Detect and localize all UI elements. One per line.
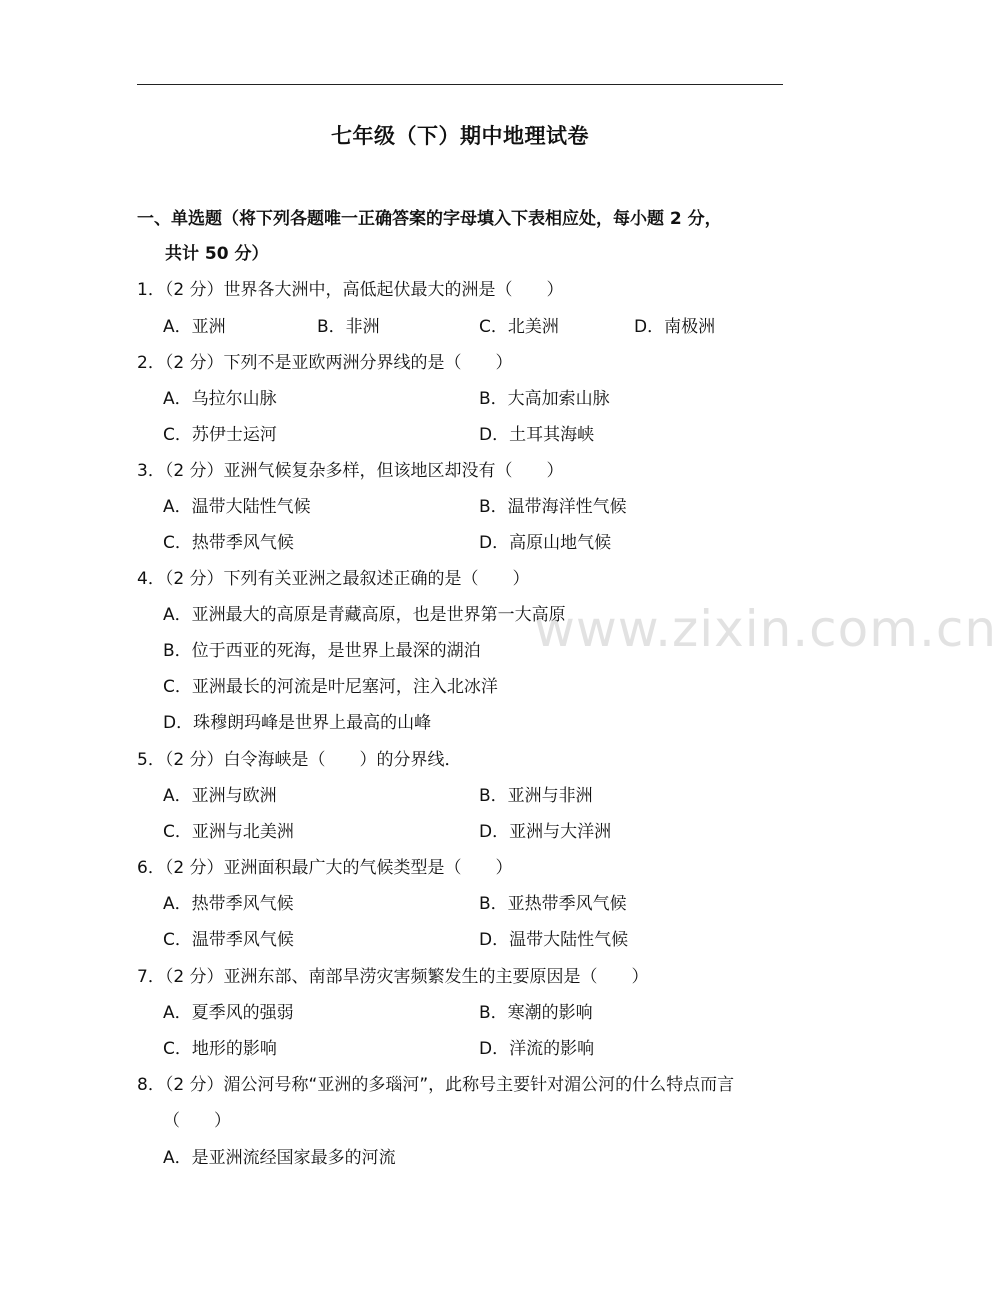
question-3: 3．（2 分）亚洲气候复杂多样，但该地区却没有（ ） bbox=[137, 461, 564, 481]
section-heading bbox=[137, 202, 787, 272]
question-3-option-d: D．高原山地气候 bbox=[479, 533, 612, 553]
question-4-option-c: C．亚洲最长的河流是叶尼塞河，注入北冰洋 bbox=[163, 677, 498, 697]
question-7-option-d: D．洋流的影响 bbox=[479, 1039, 595, 1059]
question-4-option-b: B．位于西亚的死海，是世界上最深的湖泊 bbox=[163, 641, 481, 661]
question-5: 5．（2 分）白令海峡是（ ）的分界线． bbox=[137, 750, 462, 770]
question-6-option-c: C．温带季风气候 bbox=[163, 930, 294, 950]
question-4: 4．（2 分）下列有关亚洲之最叙述正确的是（ ） bbox=[137, 569, 530, 589]
question-6-option-d: D．温带大陆性气候 bbox=[479, 930, 629, 950]
question-3-option-a: A．温带大陆性气候 bbox=[163, 497, 311, 517]
question-7-option-a: A．夏季风的强弱 bbox=[163, 1003, 294, 1023]
section-heading-line2: 共计 50 分） bbox=[165, 244, 269, 264]
question-8-option-a: A．是亚洲流经国家最多的河流 bbox=[163, 1148, 396, 1168]
question-1-option-d: D．南极洲 bbox=[634, 317, 716, 337]
question-1-option-b: B．非洲 bbox=[317, 317, 380, 337]
question-2-option-d: D．土耳其海峡 bbox=[479, 425, 595, 445]
section-heading-line1: 一、单选题（将下列各题唯一正确答案的字母填入下表相应处，每小题 2 分， bbox=[137, 209, 722, 229]
question-5-option-a: A．亚洲与欧洲 bbox=[163, 786, 277, 806]
question-4-option-a: A．亚洲最大的高原是青藏高原，也是世界第一大高原 bbox=[163, 605, 566, 625]
question-6-option-a: A．热带季风气候 bbox=[163, 894, 294, 914]
watermark: www.zixin.com.cn bbox=[534, 600, 997, 658]
question-8: 8．（2 分）湄公河号称“亚洲的多瑙河”，此称号主要针对湄公河的什么特点而言 bbox=[137, 1075, 735, 1095]
question-7-option-c: C．地形的影响 bbox=[163, 1039, 277, 1059]
header-rule bbox=[137, 84, 783, 85]
page-title: 七年级（下）期中地理试卷 bbox=[331, 124, 589, 148]
question-4-option-d: D．珠穆朗玛峰是世界上最高的山峰 bbox=[163, 713, 432, 733]
question-1-option-c: C．北美洲 bbox=[479, 317, 559, 337]
question-3-option-c: C．热带季风气候 bbox=[163, 533, 294, 553]
question-6-option-b: B．亚热带季风气候 bbox=[479, 894, 627, 914]
question-3-option-b: B．温带海洋性气候 bbox=[479, 497, 627, 517]
question-8-continuation: （ ） bbox=[163, 1111, 231, 1131]
question-5-option-b: B．亚洲与非洲 bbox=[479, 786, 593, 806]
question-5-option-d: D．亚洲与大洋洲 bbox=[479, 822, 612, 842]
question-2-option-c: C．苏伊士运河 bbox=[163, 425, 277, 445]
question-7-option-b: B．寒潮的影响 bbox=[479, 1003, 593, 1023]
question-2: 2．（2 分）下列不是亚欧两洲分界线的是（ ） bbox=[137, 353, 513, 373]
question-1-option-a: A．亚洲 bbox=[163, 317, 226, 337]
question-2-option-b: B．大高加索山脉 bbox=[479, 389, 610, 409]
question-1: 1．（2 分）世界各大洲中，高低起伏最大的洲是（ ） bbox=[137, 280, 564, 300]
question-2-option-a: A．乌拉尔山脉 bbox=[163, 389, 277, 409]
question-6: 6．（2 分）亚洲面积最广大的气候类型是（ ） bbox=[137, 858, 513, 878]
question-5-option-c: C．亚洲与北美洲 bbox=[163, 822, 294, 842]
question-7: 7．（2 分）亚洲东部、南部旱涝灾害频繁发生的主要原因是（ ） bbox=[137, 967, 649, 987]
